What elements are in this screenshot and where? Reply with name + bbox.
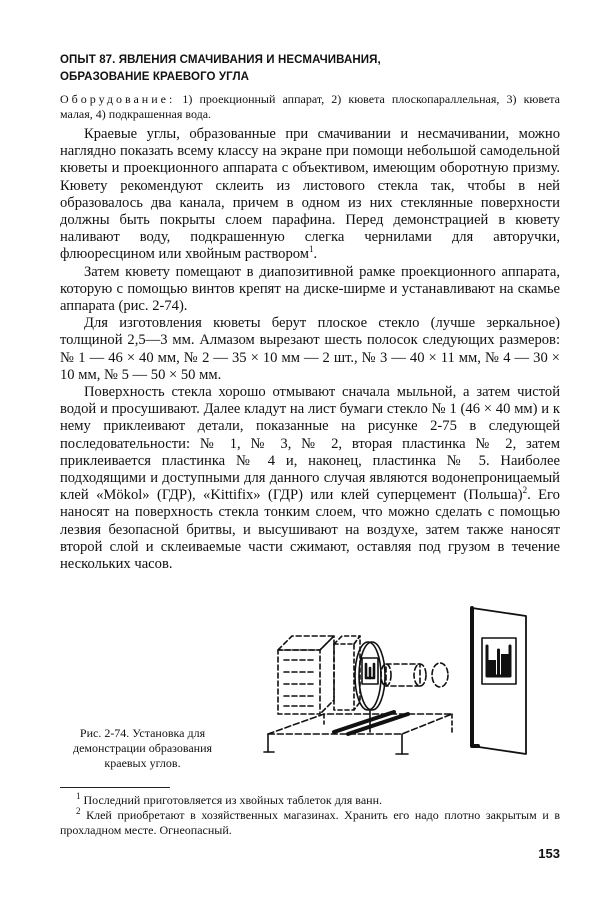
equipment-label: Оборудование: [60,92,176,106]
equipment-text: 1) проекционный аппарат, 2) кювета плоскопараллельная, 3) кювета малая, 4) подкрашенная вода. [60,92,561,121]
experiment-heading [60,52,560,86]
footnotes [60,793,560,838]
optical-bench [264,710,452,754]
paragraph-1-end: . [313,246,318,263]
paragraph-3: Для изготовления кюветы берут плоское стекло (лучше зеркальное) толщиной 2,5—3 мм. Алмазом вырезают шесть полосок следующих размеров: № 1 — 46 × 40 мм, № 2 — 35 × 10 мм — 2 шт., № 3 — 40 × 11 мм, № 4 — 30 × 10 мм, № 5 — 50 × 50 мм. [60,315,560,383]
figure-caption: Рис. 2-74. Установка для демонстрации образования краевых углов. [72,726,213,770]
paragraph-1 [60,126,560,264]
paragraph-4 [60,384,560,573]
paragraph-2: Затем кювету помещают в диапозитивной рамке проекционного аппарата, которую с помощью винтов крепят на диске-ширме и устанавливают на скамье аппарата (рис. 2-74). [60,263,560,315]
condenser-block [334,636,360,710]
projector-housing [278,636,334,714]
footnote-2-text: Клей приобретают в хозяйственных магазинах. Хранить его надо плотно закрытым и в прохладном месте. Огнеопасный. [60,808,561,837]
body-text [60,126,560,573]
paragraph-4-end: . Его наносят на поверхность стекла тонким слоем, что можно сделать с помощью лезвия безопасной бритвы, и высушивают на воздухе, затем также наносят второй слой и склеиваемые части сжимают, оставляя под грузом в течение нескольких часов. [60,487,560,573]
footnote-1-mark: 1 [76,791,81,801]
equipment-list [60,92,560,122]
footnote-divider [60,787,170,788]
footnote-2-mark: 2 [76,806,81,816]
paragraph-1-text: Краевые углы, образованные при смачивании и несмачивании, можно наглядно показать всему классу на экране при помощи небольшой самодельной кюветы и проекционного аппарата с объективом, имеющим оборотную призму. Кювету рекомендуют склеить из листового стекла так, чтобы в ней образовалось два канала, причем в одном из них стеклянные поверхности должны быть покрыты слоем парафина. Перед демонстрацией в кювету наливают воду, подкрашенную слегка чернилами для авторучки, флюоресцином или хвойным раствором [60,126,560,263]
page-number: 153 [538,846,560,861]
projection-screen [472,608,526,754]
figure-2-74-illustration [262,602,562,772]
footnote-2 [60,808,560,838]
heading-line-1: ОПЫТ 87. ЯВЛЕНИЯ СМАЧИВАНИЯ И НЕСМАЧИВАНИЯ, [60,54,381,66]
paragraph-4-text: Поверхность стекла хорошо отмывают сначала мыльной, а затем чистой водой и просушивают. Далее кладут на лист бумаги стекло № 1 (46 × 40 мм) и к нему приклеивают детали, показанные на рисунке 2-75 в следующей последовательности: № 1, № 3, № 2, вторая пластинка № 2, затем приклеивается пластинка № 4 и, наконец, пластинка № 5. Наиболее подходящими и доступными для данного случая являются водонепроницаемый клей «Mökol» (ГДР), «Kittifix» (ГДР) или клей суперцемент (Польша) [60,384,560,504]
objective-lens [381,663,448,687]
heading-line-2: ОБРАЗОВАНИЕ КРАЕВОГО УГЛА [60,71,250,83]
footnote-ref-1: 1 [309,244,314,255]
footnote-1-text: Последний приготовляется из хвойных таблеток для ванн. [83,793,382,807]
footnote-ref-2: 2 [522,485,528,496]
footnote-1 [60,793,560,808]
